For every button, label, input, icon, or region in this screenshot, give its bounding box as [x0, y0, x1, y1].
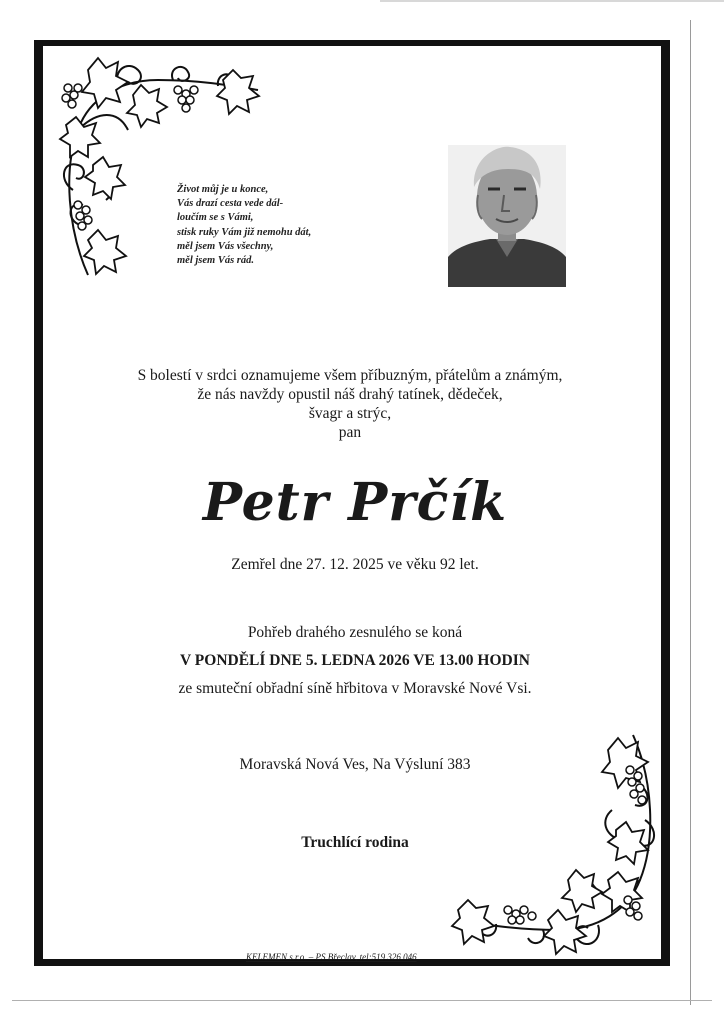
printer-footer: KELEMEN s.r.o. – PS Břeclav, tel:519 326 046: [246, 952, 417, 962]
portrait-photo: [448, 145, 566, 287]
funeral-date: V PONDĚLÍ DNE 5. LEDNA 2026 VE 13.00 HODIN: [180, 652, 530, 669]
deceased-name: Petr Prčík: [202, 472, 508, 533]
poem-line: Vás drazí cesta vede dál-: [177, 198, 284, 210]
poem-line: měl jsem Vás rád.: [177, 255, 255, 267]
portrait-image: [448, 145, 566, 287]
poem-line: měl jsem Vás všechny,: [177, 240, 274, 252]
death-notice: Zemřel dne 27. 12. 2025 ve věku 92 let.: [231, 556, 479, 573]
scan-edge-right: [690, 20, 691, 1005]
mourning-family-signature: Truchlící rodina: [301, 834, 409, 851]
poem-line: Život můj je u konce,: [177, 184, 269, 195]
memorial-poem: [177, 183, 397, 268]
announcement-intro: [100, 366, 600, 442]
family-address: Moravská Nová Ves, Na Výsluní 383: [239, 756, 471, 773]
intro-line: S bolestí v srdci oznamujeme všem příbuzným, přátelům a známým,: [137, 367, 563, 384]
scan-edge-bottom: [12, 1000, 712, 1001]
poem-line: loučím se s Vámi,: [177, 212, 254, 224]
poem-line: stisk ruky Vám již nemohu dát,: [177, 226, 312, 238]
funeral-place: ze smuteční obřadní síně hřbitova v Moravské Nové Vsi.: [178, 680, 532, 697]
intro-line: že nás navždy opustil náš drahý tatínek, dědeček,: [197, 386, 503, 403]
scan-edge-top: [380, 0, 724, 2]
funeral-intro: Pohřeb drahého zesnulého se koná: [247, 624, 463, 641]
intro-line: švagr a strýc,: [308, 405, 392, 422]
intro-line: pan: [338, 424, 362, 441]
